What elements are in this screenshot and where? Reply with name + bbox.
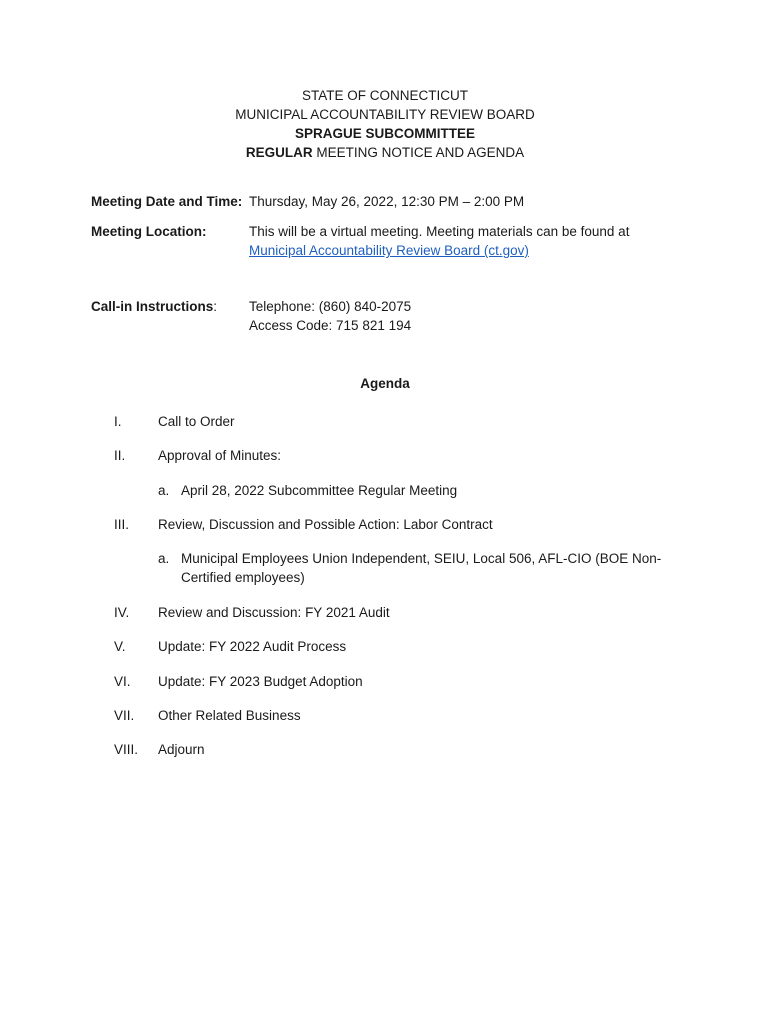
agenda-item-text: Call to Order <box>158 414 235 429</box>
agenda-numeral: VI. <box>114 674 131 689</box>
meeting-location-label: Meeting Location: <box>91 224 207 239</box>
header-notice-rest: MEETING NOTICE AND AGENDA <box>312 145 525 160</box>
agenda-numeral: II. <box>114 448 126 463</box>
header-state: STATE OF CONNECTICUT <box>302 88 468 103</box>
agenda-item-text: Review and Discussion: FY 2021 Audit <box>158 605 390 620</box>
callin-label <box>91 297 217 316</box>
agenda-item-text: Review, Discussion and Possible Action: Labor Contract <box>158 517 493 532</box>
callin-access-code: Access Code: 715 821 194 <box>249 318 412 333</box>
agenda-item-text: Adjourn <box>158 742 205 757</box>
agenda-sub-text: Municipal Employees Union Independent, SEIU, Local 506, AFL-CIO (BOE Non- <box>181 551 662 566</box>
header-board: MUNICIPAL ACCOUNTABILITY REVIEW BOARD <box>235 107 535 122</box>
agenda-numeral: VII. <box>114 708 135 723</box>
header-notice-regular: REGULAR <box>245 145 313 160</box>
meeting-date-value: Thursday, May 26, 2022, 12:30 PM – 2:00 PM <box>249 194 525 209</box>
agenda-item-text: Approval of Minutes: <box>158 448 282 463</box>
agenda-title: Agenda <box>360 376 410 391</box>
meeting-location-value: This will be a virtual meeting. Meeting materials can be found at <box>249 224 630 239</box>
agenda-sub-text-cont: Certified employees) <box>181 570 305 585</box>
meeting-date-label: Meeting Date and Time: <box>91 194 243 209</box>
agenda-sub-letter: a. <box>158 551 170 566</box>
callin-label-colon: : <box>213 299 218 314</box>
marb-website-link[interactable]: Municipal Accountability Review Board (ct.gov) <box>249 243 529 258</box>
callin-telephone: Telephone: (860) 840-2075 <box>249 299 412 314</box>
agenda-item-text: Update: FY 2022 Audit Process <box>158 639 347 654</box>
agenda-numeral: I. <box>114 414 122 429</box>
agenda-numeral: V. <box>114 639 126 654</box>
callin-label-text: Call-in Instructions <box>91 299 214 314</box>
header-notice <box>0 143 770 162</box>
agenda-numeral: IV. <box>114 605 130 620</box>
document-header <box>0 86 770 162</box>
header-subcommittee: SPRAGUE SUBCOMMITTEE <box>294 126 475 141</box>
agenda-numeral: VIII. <box>114 742 139 757</box>
agenda-sub-text: April 28, 2022 Subcommittee Regular Meeting <box>181 483 458 498</box>
agenda-item-text: Other Related Business <box>158 708 301 723</box>
agenda-numeral: III. <box>114 517 130 532</box>
agenda-item-text: Update: FY 2023 Budget Adoption <box>158 674 363 689</box>
agenda-sub-letter: a. <box>158 483 170 498</box>
